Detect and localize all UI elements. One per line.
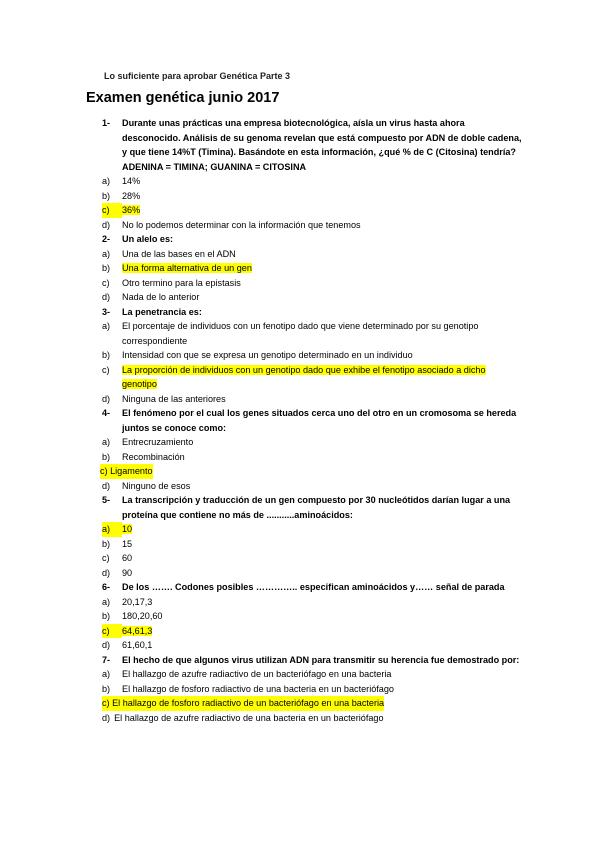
option-text: El porcentaje de individuos con un fenotipo dado que viene determinado por su genotipo correspondiente xyxy=(122,321,479,346)
option-2d xyxy=(102,290,522,305)
option-text: Ninguno de esos xyxy=(122,480,191,491)
option-3a xyxy=(102,319,522,348)
option-label: c) xyxy=(102,277,110,288)
question-number: 7- xyxy=(102,654,111,665)
option-text: El hallazgo de fosforo radiactivo de un bacteriófago en una bacteria xyxy=(112,698,385,708)
option-text: El hallazgo de azufre radiactivo de una bacteria en un bacteriófago xyxy=(114,712,384,723)
question-number: 6- xyxy=(102,582,111,592)
exam-content xyxy=(102,116,522,725)
option-text: 60 xyxy=(122,553,133,563)
option-7a xyxy=(102,667,522,682)
option-label: a) xyxy=(102,321,111,331)
option-label: d) xyxy=(102,292,111,302)
option-text: 10 xyxy=(122,524,133,534)
option-4b xyxy=(102,450,522,465)
question-2 xyxy=(102,232,522,247)
option-text: Recombinación xyxy=(122,451,185,462)
option-6a xyxy=(102,595,522,610)
option-5a-highlighted xyxy=(102,522,522,537)
question-text: Durante unas prácticas una empresa biotecnológica, aísla un virus hasta ahora desconocido. Análisis de su genoma revelan que está compuesto por ADN de doble cadena, y que tiene 14%T (Timina). Basándote en esta información, ¿qué % de C (Citosina) tendría? ADENINA = TIMINA; GUANINA = CITOSINA xyxy=(122,118,522,172)
option-label: d) xyxy=(102,712,111,723)
question-text: La transcripción y traducción de un gen compuesto por 30 nucleótidos darían lugar a una proteína que contiene no más de ...........aminoácidos: xyxy=(122,495,511,520)
option-label: a) xyxy=(102,176,111,186)
option-text: Ninguna de las anteriores xyxy=(122,393,226,404)
option-text: 15 xyxy=(122,538,133,549)
option-4c-highlighted xyxy=(100,464,522,479)
question-1 xyxy=(102,116,522,174)
question-text: El fenómeno por el cual los genes situados cerca uno del otro en un cromosoma se hereda juntos se conoce como: xyxy=(122,408,517,433)
question-number: 1- xyxy=(102,118,111,128)
option-2b-highlighted xyxy=(102,261,522,276)
option-label: a) xyxy=(102,248,111,259)
option-7b xyxy=(102,682,522,697)
option-5c xyxy=(102,551,522,566)
option-label: d) xyxy=(102,640,111,650)
option-text: 14% xyxy=(122,176,141,186)
option-text: La proporción de individuos con un genotipo dado que exhibe el fenotipo asociado a dicho genotipo xyxy=(122,364,486,389)
option-text: 180,20,60 xyxy=(122,611,163,621)
option-text: Otro termino para la epistasis xyxy=(122,277,241,288)
option-3b xyxy=(102,348,522,363)
option-5b xyxy=(102,537,522,552)
option-text: Entrecruzamiento xyxy=(122,437,194,447)
option-4a xyxy=(102,435,522,450)
option-text: 90 xyxy=(122,567,133,578)
option-text: Una forma alternativa de un gen xyxy=(122,263,252,273)
question-text: De los ……. Codones posibles ………….. especifican aminoácidos y…… señal de parada xyxy=(122,582,505,592)
option-label: b) xyxy=(102,611,111,621)
option-label: c) xyxy=(100,466,108,476)
option-text: El hallazgo de azufre radiactivo de un bacteriófago en una bacteria xyxy=(122,669,392,679)
option-label: d) xyxy=(102,219,111,230)
question-7 xyxy=(102,653,522,668)
option-6c-highlighted xyxy=(102,624,522,639)
document-title: Examen genética junio 2017 xyxy=(86,90,280,106)
option-label: a) xyxy=(102,522,122,537)
option-7d xyxy=(102,711,522,726)
option-label: a) xyxy=(102,437,111,447)
option-label: b) xyxy=(102,451,111,462)
question-text: El hecho de que algunos virus utilizan ADN para transmitir su herencia fue demostrado por: xyxy=(122,654,520,665)
option-text: Una de las bases en el ADN xyxy=(122,248,236,259)
option-label: d) xyxy=(102,480,111,491)
option-text: 36% xyxy=(122,205,141,215)
option-label: c) xyxy=(102,553,110,563)
option-text: 20,17,3 xyxy=(122,596,153,607)
question-text: Un alelo es: xyxy=(122,234,174,244)
question-number: 3- xyxy=(102,306,111,317)
option-7c-highlighted xyxy=(102,696,522,711)
question-5 xyxy=(102,493,522,522)
option-2c xyxy=(102,276,522,291)
option-text: No lo podemos determinar con la información que tenemos xyxy=(122,219,361,230)
option-label: a) xyxy=(102,669,111,679)
question-6 xyxy=(102,580,522,595)
question-number: 5- xyxy=(102,495,111,505)
option-label: b) xyxy=(102,683,111,694)
option-label: c) xyxy=(102,698,110,708)
option-label: b) xyxy=(102,350,111,360)
option-label: c) xyxy=(102,624,122,639)
option-label: d) xyxy=(102,393,111,404)
option-1d xyxy=(102,218,522,233)
option-1c-highlighted xyxy=(102,203,522,218)
document-subtitle: Lo suficiente para aprobar Genética Parte 3 xyxy=(104,71,291,81)
option-text: Ligamento xyxy=(110,466,153,476)
option-6d xyxy=(102,638,522,653)
option-text: Intensidad con que se expresa un genotipo determinado en un individuo xyxy=(122,350,413,360)
option-label: b) xyxy=(102,538,111,549)
option-3d xyxy=(102,392,522,407)
question-3 xyxy=(102,305,522,320)
option-5d xyxy=(102,566,522,581)
question-text: La penetrancia es: xyxy=(122,306,202,317)
option-label: c) xyxy=(102,203,122,218)
question-number: 4- xyxy=(102,408,111,418)
option-4d xyxy=(102,479,522,494)
question-4 xyxy=(102,406,522,435)
option-1a xyxy=(102,174,522,189)
option-text: Nada de lo anterior xyxy=(122,292,200,302)
option-text: 28% xyxy=(122,190,141,201)
option-text: El hallazgo de fosforo radiactivo de una bacteria en un bacteriófago xyxy=(122,683,394,694)
option-label: d) xyxy=(102,567,111,578)
option-label: a) xyxy=(102,596,111,607)
question-number: 2- xyxy=(102,234,111,244)
option-3c-highlighted xyxy=(102,363,522,392)
option-text: 61,60,1 xyxy=(122,640,153,650)
option-label: b) xyxy=(102,263,111,273)
option-1b xyxy=(102,189,522,204)
option-text: 64,61,3 xyxy=(122,625,153,636)
option-2a xyxy=(102,247,522,262)
option-label: b) xyxy=(102,190,111,201)
option-6b xyxy=(102,609,522,624)
option-label: c) xyxy=(102,364,110,375)
